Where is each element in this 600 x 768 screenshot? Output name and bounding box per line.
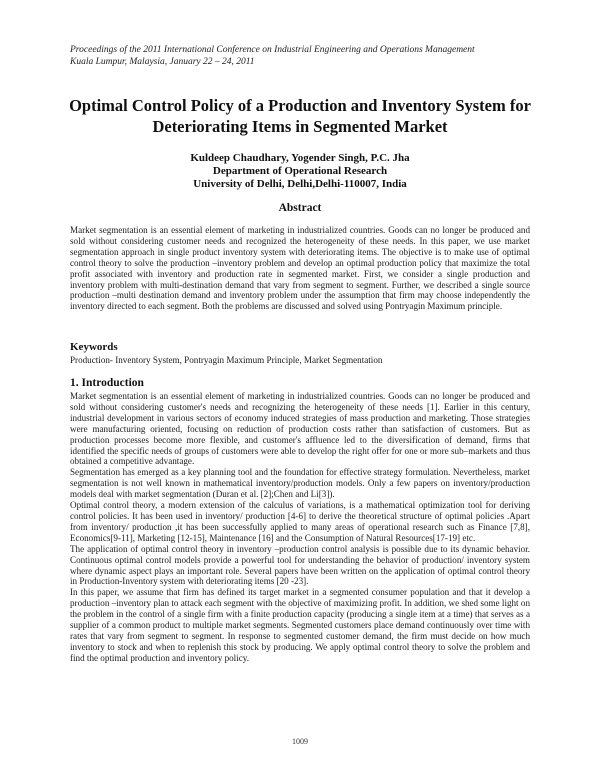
author-block xyxy=(60,152,540,191)
abstract-text xyxy=(70,225,530,312)
intro-paragraph-5: In this paper, we assume that firm has defined its target market in a segmented consumer population and that it develop a production –inventory plan to attack each segment with the objective of maximizing profit. In addition, we shed some light on the problem in the control of a single firm with a finite production capacity (producing a single item at a time) that serves as a supplier of a common product to multiple market segments. Segmented customers place demand continuously over time with rates that vary from segment to segment. In response to segmented customer demand, the firm must decide on how much inventory to stock and when to replenish this stock by producing. We apply optimal control theory to solve the problem and find the optimal production and inventory policy. xyxy=(70,587,530,663)
intro-paragraph-4: The application of optimal control theory in inventory –production control analysis is possible due to its dynamic behavior. Continuous optimal control models provide a powerful tool for understanding the behavior of production/ inventory system where dynamic aspect plays an important role. Several papers have been written on the application of optimal control theory in Production-Inventory system with deteriorating items [20 -23]. xyxy=(70,543,530,587)
keywords-text xyxy=(70,355,530,366)
author-names: Kuldeep Chaudhary, Yogender Singh, P.C. Jha xyxy=(190,152,410,164)
keywords-heading: Keywords xyxy=(70,341,118,353)
abstract-paragraph: Market segmentation is an essential element of marketing in industrialized countries. Goods can no longer be produced and sold without considering customer needs and recognized the heterogeneity of these needs. In this paper, we use market segmentation approach in single product inventory system with deteriorating items. The objective is to make use of optimal control theory to solve the production –inventory problem and develop an optimal production policy that maximize the total profit associated with inventory and production rate in segmented market. First, we consider a single production and inventory problem with multi-destination demand that vary from segment to segment. Further, we described a single source production –multi destination demand and inventory problem under the assumption that firm may choose independently the inventory directed to each segment. Both the problems are discussed and solved using Pontryagin Maximum principle. xyxy=(70,225,530,312)
author-department: Department of Operational Research xyxy=(212,165,388,177)
conference-location-date: Kuala Lumpur, Malaysia, January 22 – 24, 2011 xyxy=(70,57,255,67)
conference-name: Proceedings of the 2011 International Conference on Industrial Engineering and Operations Management xyxy=(70,45,475,55)
intro-paragraph-2: Segmentation has emerged as a key planning tool and the foundation for effective strategy formulation. Nevertheless, market segmentation is not well known in mathematical inventory/production models. Only a few papers on inventory/production models deal with market segmentation (Duran et al. [2];Chen and Li[3]). xyxy=(70,467,530,500)
title-line-2: Deteriorating Items in Segmented Market xyxy=(152,117,448,136)
intro-paragraph-1: Market segmentation is an essential element of marketing in industrialized countries. Goods can no longer be produced and sold without considering customer's needs and recognizing the heterogeneity of these needs [1]. Earlier in this century, industrial development in various sectors of economy induced strategies of mass production and marketing. Those strategies were manufacturing oriented, focusing on reduction of production costs rather than satisfaction of customers. But as production processes become more flexible, and customer's affluence led to the diversification of demand, firms that identified the specific needs of groups of customers were able to develop the right offer for one or more sub–markets and thus obtained a competitive advantage. xyxy=(70,391,530,467)
abstract-heading: Abstract xyxy=(278,202,322,214)
title-line-1: Optimal Control Policy of a Production and Inventory System for xyxy=(69,96,531,115)
keywords-list: Production- Inventory System, Pontryagin Maximum Principle, Market Segmentation xyxy=(70,355,383,365)
intro-paragraph-3: Optimal control theory, a modern extension of the calculus of variations, is a mathematical optimization tool for deriving control policies. It has been used in inventory/ production [4-6] to derive the theoretical structure of optimal policies .Apart from inventory/ production ,it has been successfully applied to many areas of operational research such as Finance [7,8], Economics[9-11], Marketing [12-15], Maintenance [16] and the Consumption of Natural Resources[17-19] etc. xyxy=(70,500,530,543)
author-university: University of Delhi, Delhi,Delhi-110007, India xyxy=(193,178,407,190)
running-header xyxy=(70,44,540,68)
paper-title xyxy=(60,95,540,137)
introduction-body xyxy=(70,391,530,664)
introduction-heading: 1. Introduction xyxy=(70,377,144,389)
page-number: 1009 xyxy=(292,737,308,746)
